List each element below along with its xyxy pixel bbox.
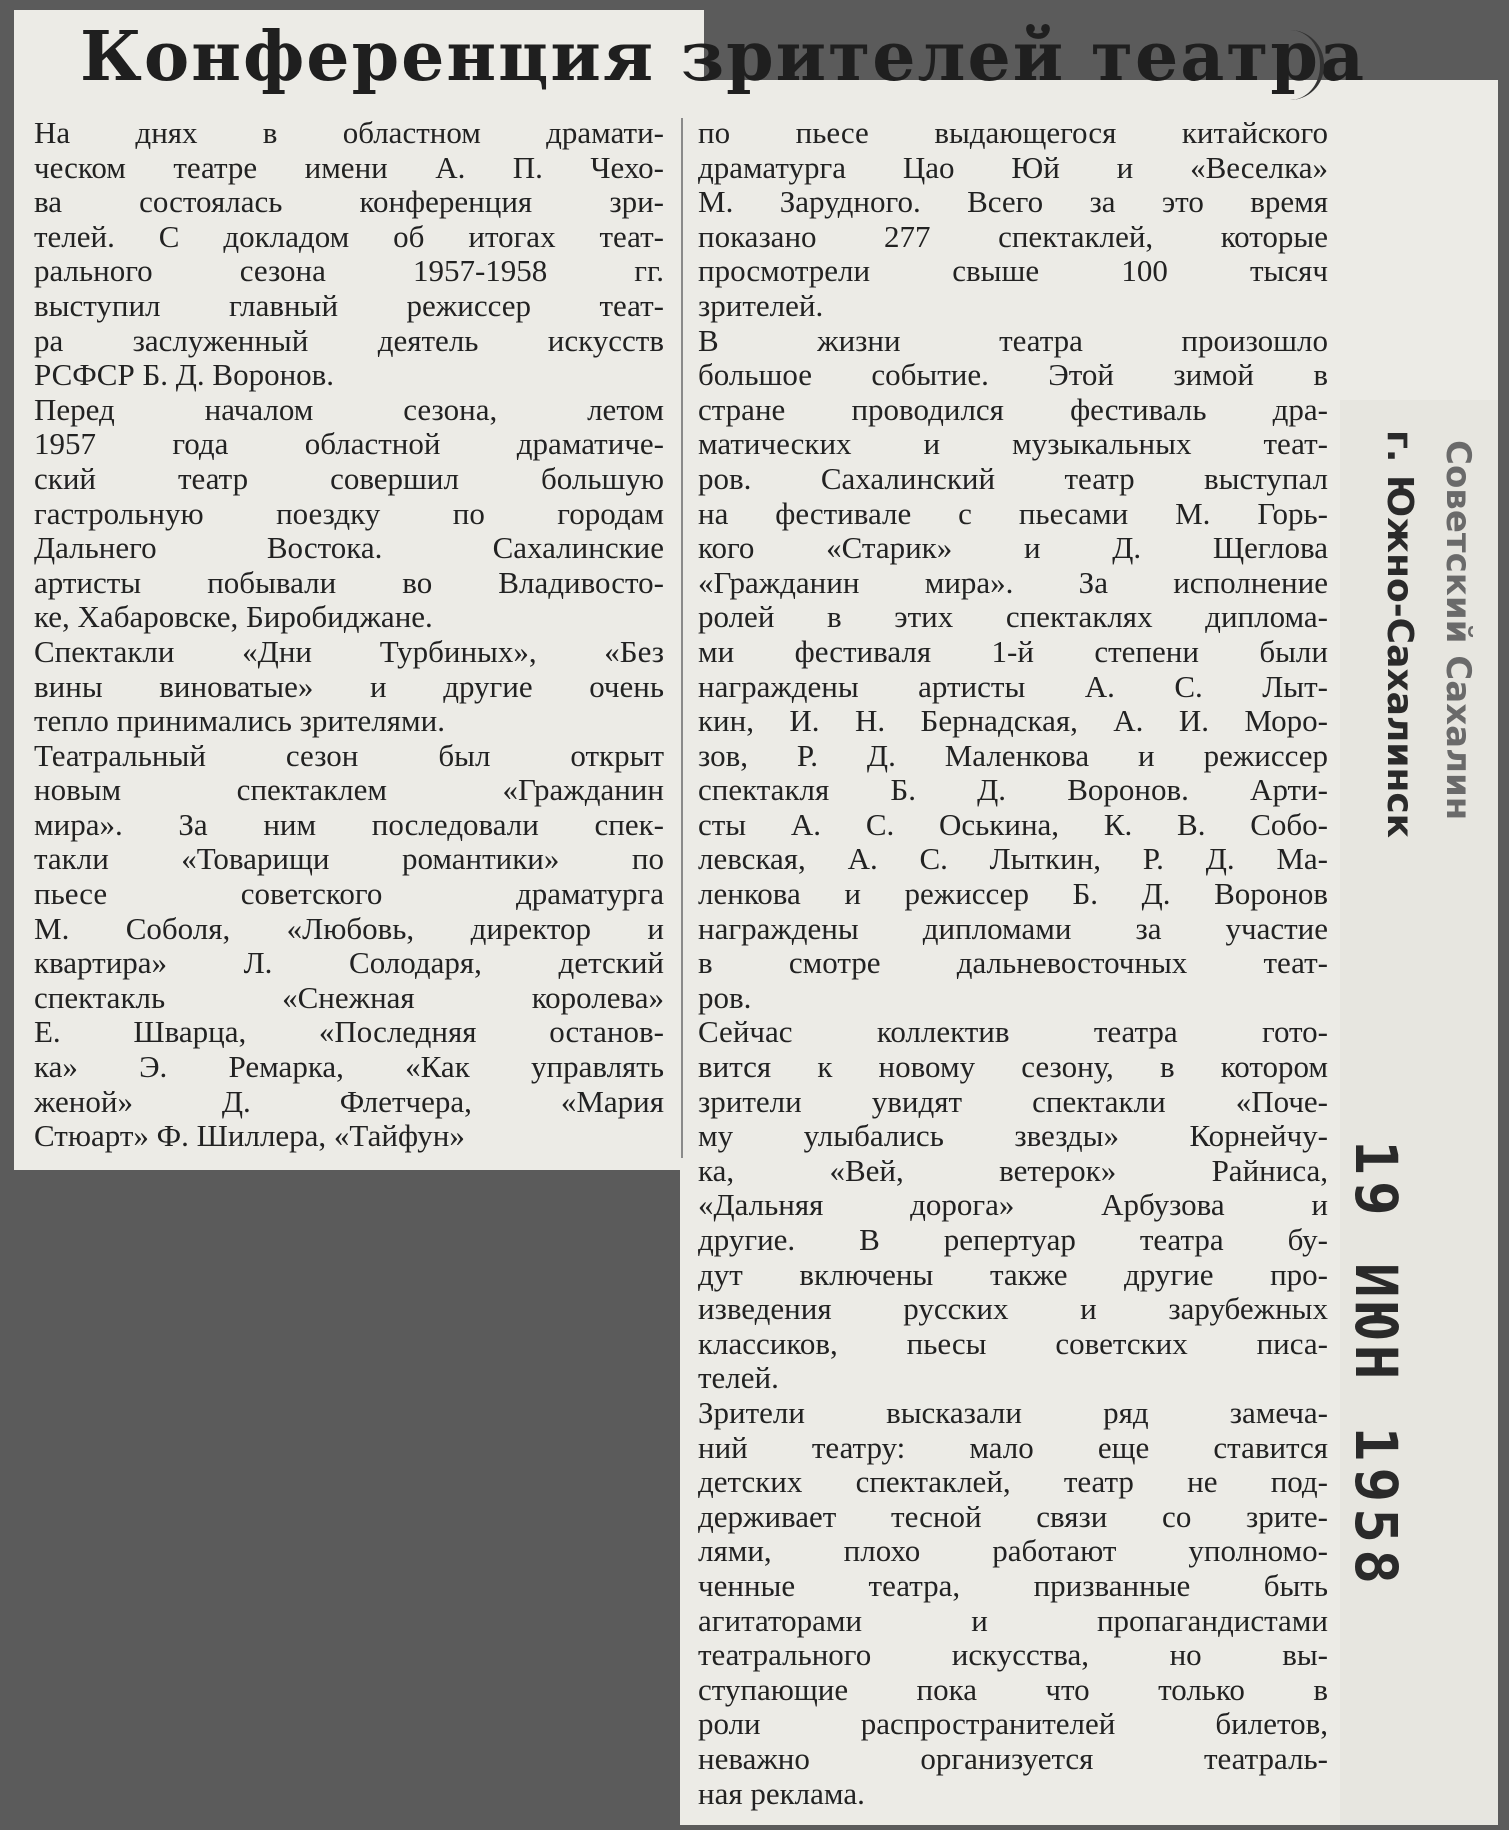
- text-line: новым спектаклем «Гражданин: [34, 773, 664, 808]
- text-line: вится к новому сезону, в котором: [698, 1050, 1328, 1085]
- text-line: Зрители высказали ряд замеча-: [698, 1395, 1328, 1430]
- text-line: изведения русских и зарубежных: [698, 1292, 1328, 1327]
- article-right-column: [698, 116, 1328, 1811]
- text-line: На днях в областном драмати-: [34, 116, 664, 150]
- text-line: зов, Р. Д. Маленкова и режиссер: [698, 738, 1328, 773]
- text-line: Е. Шварца, «Последняя останов-: [34, 1015, 664, 1050]
- text-line: по пьесе выдающегося китайского: [698, 116, 1328, 150]
- text-line: ний театру: мало еще ставится: [698, 1430, 1328, 1465]
- newspaper-name: Советский Сахалин: [1438, 440, 1478, 821]
- text-line: ка, «Вей, ветерок» Райниса,: [698, 1153, 1328, 1188]
- text-line: театрального искусства, но вы-: [698, 1638, 1328, 1673]
- text-line: ролей в этих спектаклях диплома-: [698, 600, 1328, 635]
- text-line: ке, Хабаровске, Биробиджане.: [34, 600, 433, 635]
- text-line: «Дальняя дорога» Арбузова и: [698, 1188, 1328, 1223]
- text-line: М. Зарудного. Всего за это время: [698, 185, 1328, 220]
- city-stamp: г. Южно-Сахалинск: [1379, 430, 1420, 839]
- text-line: драматурга Цао Юй и «Веселка»: [698, 150, 1328, 185]
- text-line: телей. С докладом об итогах теат-: [34, 219, 664, 254]
- text-line: Стюарт» Ф. Шиллера, «Тайфун»: [34, 1119, 465, 1154]
- text-line: му улыбались звезды» Корнейчу-: [698, 1119, 1328, 1154]
- text-line: кого «Старик» и Д. Щеглова: [698, 531, 1328, 566]
- text-line: дут включены также другие про-: [698, 1257, 1328, 1292]
- text-line: ров. Сахалинский театр выступал: [698, 461, 1328, 496]
- text-line: ческом театре имени А. П. Чехо-: [34, 150, 664, 185]
- text-line: Спектакли «Дни Турбиных», «Без: [34, 634, 664, 669]
- text-line: Театральный сезон был открыт: [34, 738, 664, 773]
- text-line: М. Соболя, «Любовь, директор и: [34, 911, 664, 946]
- text-line: просмотрели свыше 100 тысяч: [698, 254, 1328, 289]
- text-line: ная реклама.: [698, 1776, 865, 1811]
- text-line: Дальнего Востока. Сахалинские: [34, 531, 664, 566]
- text-line: телей.: [698, 1361, 779, 1396]
- text-line: держивает тесной связи со зрите-: [698, 1499, 1328, 1534]
- column-divider: [681, 118, 683, 1158]
- text-line: награждены артисты А. С. Лыт-: [698, 669, 1328, 704]
- text-line: зрители увидят спектакли «Поче-: [698, 1084, 1328, 1119]
- text-line: ров.: [698, 980, 752, 1015]
- text-line: гастрольную поездку по городам: [34, 496, 664, 531]
- text-line: агитаторами и пропагандистами: [698, 1603, 1328, 1638]
- text-line: левская, А. С. Лыткин, Р. Д. Ма-: [698, 842, 1328, 877]
- text-line: детских спектаклей, театр не под-: [698, 1465, 1328, 1500]
- text-line: зрителей.: [698, 288, 824, 323]
- article-headline: Конференция зрителей театра: [80, 17, 1367, 97]
- text-line: спектакля Б. Д. Воронов. Арти-: [698, 773, 1328, 808]
- text-line: выступил главный режиссер теат-: [34, 288, 664, 323]
- text-line: матических и музыкальных теат-: [698, 427, 1328, 462]
- text-line: роли распространителей билетов,: [698, 1707, 1328, 1742]
- text-line: большое событие. Этой зимой в: [698, 358, 1328, 393]
- text-line: ступающие пока что только в: [698, 1672, 1328, 1707]
- text-line: награждены дипломами за участие: [698, 911, 1328, 946]
- text-line: неважно организуется театраль-: [698, 1741, 1328, 1776]
- text-line: РСФСР Б. Д. Воронов.: [34, 358, 335, 393]
- text-line: ленкова и режиссер Б. Д. Воронов: [698, 877, 1328, 912]
- text-line: «Гражданин мира». За исполнение: [698, 565, 1328, 600]
- text-line: 1957 года областной драматиче-: [34, 427, 664, 462]
- text-line: женой» Д. Флетчера, «Мария: [34, 1084, 664, 1119]
- text-line: ва состоялась конференция зри-: [34, 185, 664, 220]
- text-line: вины виноватые» и другие очень: [34, 669, 664, 704]
- text-line: в смотре дальневосточных теат-: [698, 946, 1328, 981]
- text-line: спектакль «Снежная королева»: [34, 980, 664, 1015]
- text-line: такли «Товарищи романтики» по: [34, 842, 664, 877]
- text-line: артисты побывали во Владивосто-: [34, 565, 664, 600]
- text-line: на фестивале с пьесами М. Горь-: [698, 496, 1328, 531]
- text-line: стране проводился фестиваль дра-: [698, 392, 1328, 427]
- text-line: показано 277 спектаклей, которые: [698, 219, 1328, 254]
- text-line: классиков, пьесы советских писа-: [698, 1326, 1328, 1361]
- text-line: лями, плохо работают уполномо-: [698, 1534, 1328, 1569]
- text-line: мира». За ним последовали спек-: [34, 807, 664, 842]
- text-line: Перед началом сезона, летом: [34, 392, 664, 427]
- text-line: ский театр совершил большую: [34, 461, 664, 496]
- text-line: кин, И. Н. Бернадская, А. И. Моро-: [698, 704, 1328, 739]
- text-line: сты А. С. Оськина, К. В. Собо-: [698, 807, 1328, 842]
- text-line: ка» Э. Ремарка, «Как управлять: [34, 1050, 664, 1085]
- text-line: пьесе советского драматурга: [34, 877, 664, 912]
- text-line: В жизни театра произошло: [698, 323, 1328, 358]
- text-line: тепло принимались зрителями.: [34, 704, 445, 739]
- date-stamp: 19 ИЮН 1958: [1342, 1140, 1410, 1591]
- text-line: ра заслуженный деятель искусств: [34, 323, 664, 358]
- text-line: квартира» Л. Солодаря, детский: [34, 946, 664, 981]
- text-line: рального сезона 1957-1958 гг.: [34, 254, 664, 289]
- text-line: ченные театра, призванные быть: [698, 1568, 1328, 1603]
- text-line: другие. В репертуар театра бу-: [698, 1223, 1328, 1257]
- text-line: Сейчас коллектив театра гото-: [698, 1015, 1328, 1050]
- article-left-column: [34, 116, 664, 1154]
- text-line: ми фестиваля 1-й степени были: [698, 634, 1328, 669]
